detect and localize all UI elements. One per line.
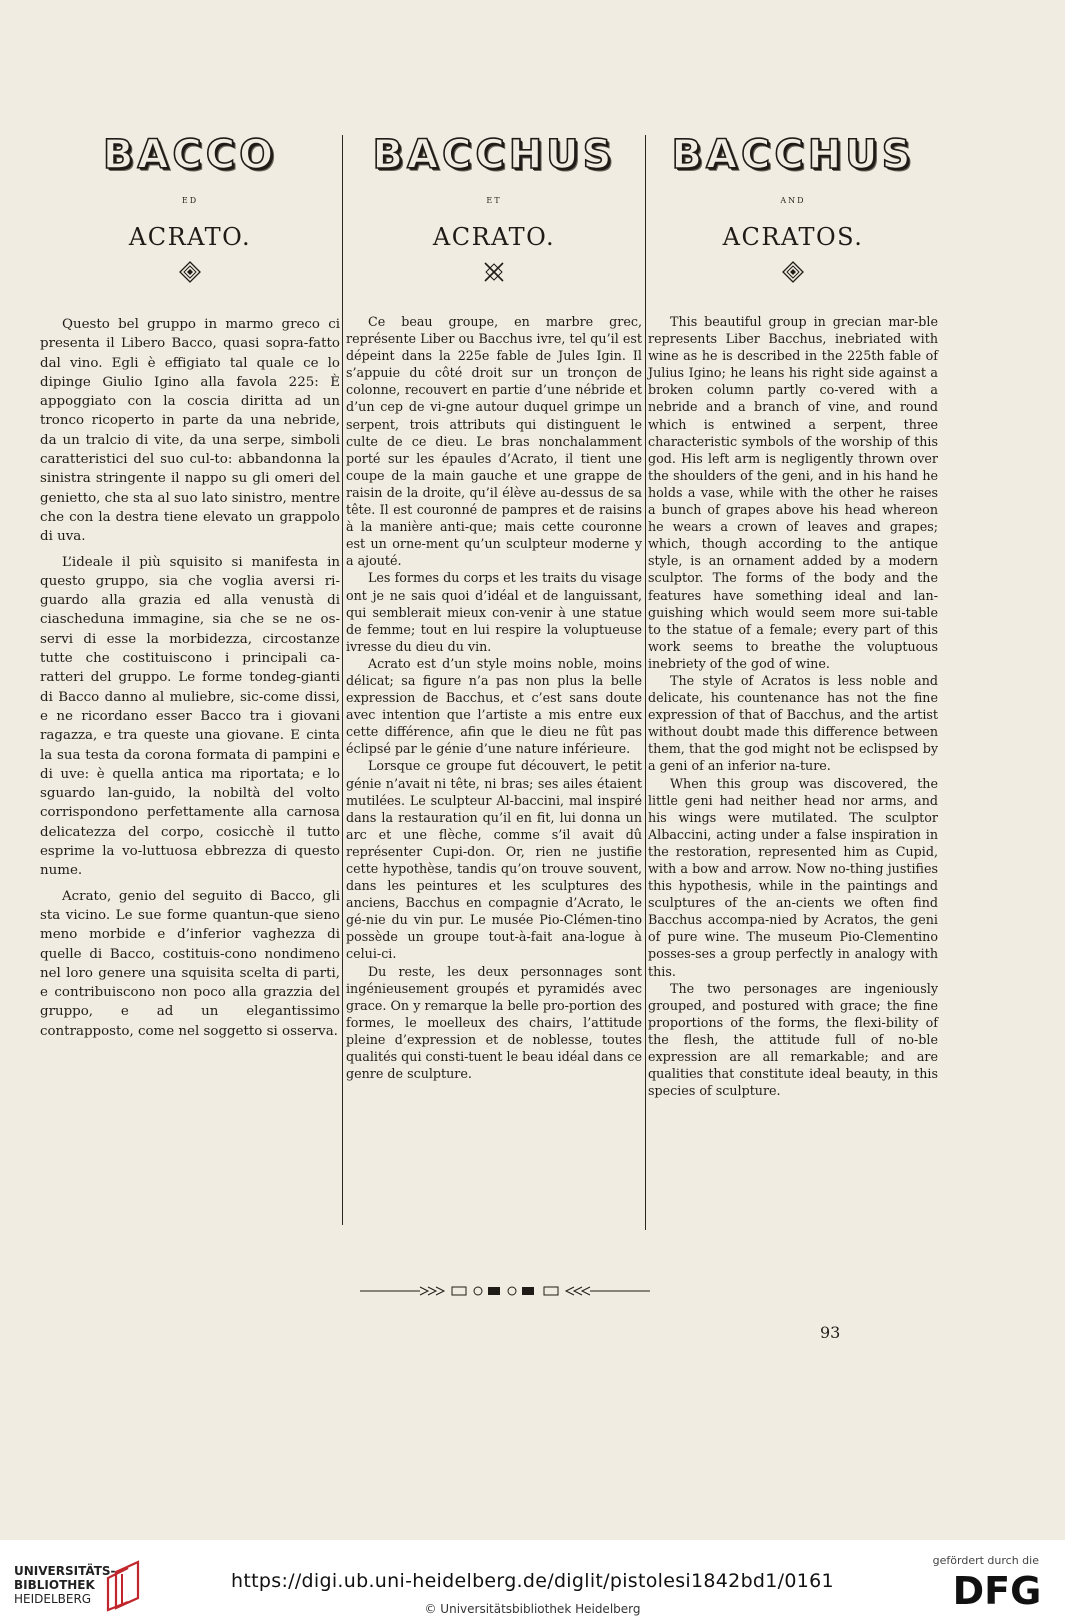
french-column <box>346 130 642 1082</box>
paragraph: L’ideale il più squisito si manifesta in questo gruppo, sia che voglia aversi ri-guardo alla grazia ed alla venustà di ciascheduna immagine, sia che se ne os-servi di esse la morbidezza, circostanze tutte che costituiscono i principali ca-ratteri del gruppo. Le forme tondeg-gianti di Bacco danno al muliebre, sic-come dissi, e ne ricordano esser Bacco tra i giovani ragazza, e tra queste una giovane. E cinta la sua testa da corona formata di pampini e di uve: è quella antica ma riportata; e lo sguardo lan-guido, la nobiltà del volto corrispondono perfettamente alla carnosa delicatezza del corpo, cosicchè il tutto esprime la vo-luttuosa ebbrezza di questo nume. <box>40 554 340 879</box>
column-conjunction: ED <box>181 196 199 205</box>
footer-bar <box>0 1540 1065 1624</box>
column-title: BACCHUS <box>372 132 616 178</box>
column-conjunction: AND <box>780 196 806 205</box>
footer-ornament-icon <box>360 1282 650 1294</box>
column-subtitle: ACRATO. <box>432 223 556 251</box>
funding-label: gefördert durch die <box>932 1554 1039 1567</box>
column-divider <box>342 135 343 1225</box>
paragraph: This beautiful group in grecian mar-ble represents Liber Bacchus, inebriated with wine as he is described in the 225th fable of Julius Igino; he leans his right side against a broken column partly co-vered with a nebride and a branch of vine, and round which is entwined a serpent, three characteristic symbols of the worship of this god. His left arm is negligently thrown over the shoulders of the geni, and in his hand he holds a vase, while with the other he raises a bunch of grapes above his head whereon he wears a crown of leaves and grapes; which, though according to the antique style, is an ornament added by a modern sculptor. The forms of the body and the features have something ideal and lan-guishing which would seem more sui-table to the statue of a female; every part of this work seems to breathe the voluptuous inebriety of the god of wine. <box>648 314 938 671</box>
english-column <box>648 130 938 1099</box>
paragraph: When this group was discovered, the little geni had neither head nor arms, and his wings were mutilated. The sculptor Albaccini, acting under a false inspiration in the restoration, represented him as Cupid, with a bow and arrow. Now no-thing justifies this hypothesis, while in the paintings and sculptures of the an-cients we often find Bacchus accompa-nied by Acratos, the geni of pure wine. The museum Pio-Clementino posses-ses a group perfectly in analogy with this. <box>648 775 938 979</box>
copyright-notice: © Universitätsbibliothek Heidelberg <box>424 1602 641 1616</box>
paragraph: Ce beau groupe, en marbre grec, représente Liber ou Bacchus ivre, tel qu’il est dépeint dans la 225e fable de Jules Igin. Il s’appuie du côté droit sur un tronçon de colonne, recouvert en partie d’une nébride et d’un cep de vi-gne autour duquel grimpe un serpent, trois attributs qui distinguent le culte de ce dieu. Le bras nonchalamment porté sur les épaules d’Acrato, il tient une coupe de la main gauche et une grappe de raisin de la droite, qu’il élève au-dessus de sa tête. Il est couronné de pampres et de raisins à la manière anti-que; mais cette couronne est un orne-ment qu’un sculpteur moderne y a ajouté. <box>346 314 642 569</box>
paragraph: Questo bel gruppo in marmo greco ci presenta il Libero Bacco, quasi sopra-fatto dal vino. Egli è effigiato tal quale ce lo dipinge Giulio Igino alla favola 225: È appoggiato con la coscia diritta ad un tronco ricoperto in parte da una nebride, da un tralcio di vite, da una serpe, simboli caratteristici del suo cul-to: abbandonna la sinistra stringente il nappo su gli omeri del genietto, che sta al suo lato sinistro, mentre che con la destra tiene elevato un grappolo di uva. <box>40 317 341 545</box>
funder-logo-text: DFG <box>952 1570 1042 1610</box>
paragraph: Les formes du corps et les traits du visage ont je ne sais quoi d’idéal et de languissant, qui semblerait mieux con-venir à une statue de femme; tout en lui respire la voluptueuse ivresse du dieu du vin. <box>346 570 642 654</box>
cross-ornament-icon <box>346 261 642 287</box>
diamond-ornament-icon <box>648 261 938 287</box>
library-line: BIBLIOTHEK <box>14 1578 95 1592</box>
column-body <box>648 313 938 1099</box>
column-title: BACCO <box>102 132 278 178</box>
column-divider <box>645 135 646 1230</box>
paragraph: The style of Acratos is less noble and delicate, his countenance has not the fine expression of that of Bacchus, and the artist without doubt made this difference between them, that the god might not be eclispsed by a geni of an inferior na-ture. <box>648 672 938 774</box>
paragraph: Du reste, les deux personnages sont ingénieusement groupés et pyramidés avec grace. On y remarque la belle pro-portion des formes, le moelleux des chairs, l’attitude pleine d’expression et de noblesse, toutes qualités qui consti-tuent le beau idéal dans ce genre de sculpture. <box>346 963 642 1082</box>
library-line: UNIVERSITÄTS- <box>14 1564 116 1578</box>
paragraph: Lorsque ce groupe fut découvert, le petit génie n’avait ni tête, ni bras; ses ailes étaient mutilées. Le sculpteur Al-baccini, mal inspiré dans la restauration qu’il en fit, lui donna un arc et une flèche, comme s’il avait dû représenter Cupi-don. Or, rien ne justifie cette hypothèse, tandis qu’on trouve souvent, dans les peintures et les sculptures des anciens, Bacchus en compagnie d’Acrato, le gé-nie du vin pur. Le musée Pio-Clémen-tino possède un groupe tout-à-fait ana-logue à celui-ci. <box>346 758 642 962</box>
paragraph: Acrato est d’un style moins noble, moins délicat; sa figure n’a pas non plus la belle expression de Bacchus, et c’est sans doute avec intention que l’artiste a mis entre eux cette différence, afin que le dieu ne fût pas éclipsé par le génie d’une nature inférieure. <box>346 655 642 757</box>
column-body <box>40 315 340 1041</box>
paragraph: Acrato, genio del seguito di Bacco, gli sta vicino. Le sue forme quantun-que sieno meno morbide e d’inferior vaghezza di quelle di Bacco, costituis-cono nondimeno nel loro genere una squisita scelta di parti, e contribuiscono non poco alla grazzia del gruppo, e ad un elegantissimo contrapposto, come nel soggetto si osserva. <box>40 888 340 1039</box>
column-body <box>346 313 642 1082</box>
diamond-ornament-icon <box>40 261 340 287</box>
library-line: HEIDELBERG <box>14 1592 92 1606</box>
dfg-logo-icon[interactable] <box>947 1570 1047 1614</box>
italian-column <box>40 130 340 1041</box>
document-url-link[interactable]: https://digi.ub.uni-heidelberg.de/diglit/pistolesi1842bd1/0161 <box>231 1570 834 1592</box>
column-subtitle: ACRATO. <box>128 223 252 251</box>
column-subtitle: ACRATOS. <box>722 223 864 251</box>
column-title: BACCHUS <box>671 132 915 178</box>
page-number: 93 <box>820 1323 841 1342</box>
column-conjunction: ET <box>486 196 502 205</box>
paragraph: The two personages are ingeniously grouped, and postured with grace; the fine proportions of the forms, the flexi-bility of the flesh, the attitude full of no-ble expression are all remarkable; and are qualities that constitute ideal beauty, in this species of sculpture. <box>648 980 938 1099</box>
